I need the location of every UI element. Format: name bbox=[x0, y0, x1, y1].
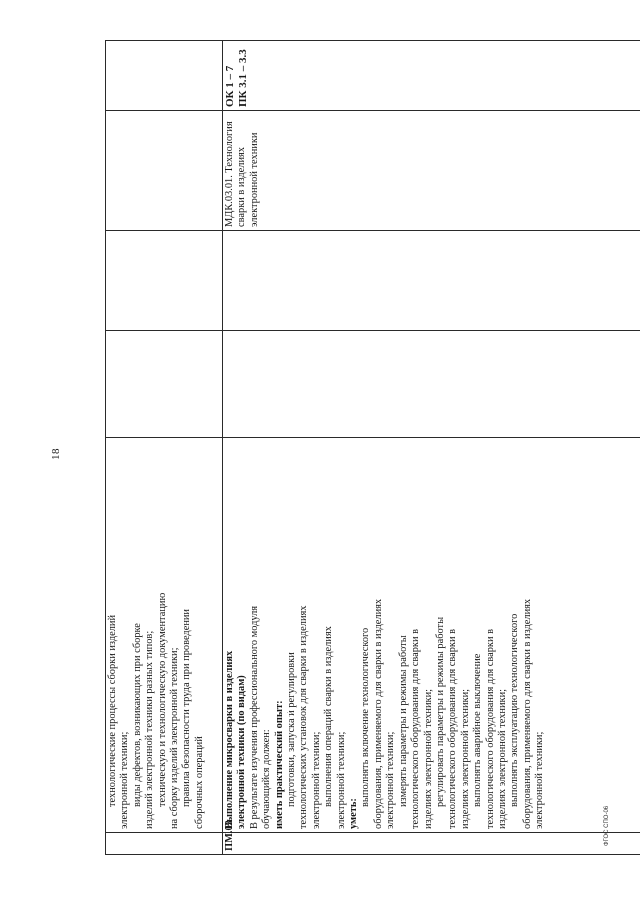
text-line: обучающийся должен: bbox=[261, 729, 273, 829]
text-line: на сборку изделий электронной техники; bbox=[169, 647, 181, 829]
code-cell bbox=[106, 833, 223, 855]
text-line: виды дефектов, возникающих при сборке bbox=[131, 623, 143, 807]
text-line: уметь: bbox=[348, 798, 360, 829]
text-line: регулировать параметры и режимы работы bbox=[434, 616, 446, 807]
text-line: электронной техники; bbox=[385, 731, 397, 829]
text-line: измерять параметры и режимы работы bbox=[397, 635, 409, 807]
text-line: выполнения операций сварки в изделиях bbox=[323, 626, 335, 807]
text-line: электронной техники (по видам) bbox=[236, 675, 248, 829]
standards-table bbox=[105, 40, 640, 855]
text-line: технологические процессы сборки изделий bbox=[107, 614, 118, 807]
text-line: изделиях электронной техники; bbox=[459, 688, 471, 829]
text-line: технологического оборудования для сварки в bbox=[484, 628, 496, 829]
content-cell bbox=[106, 438, 223, 833]
rotated-table-wrapper bbox=[105, 41, 640, 855]
text-line: оборудования, применяемого для сварки в изделиях bbox=[521, 598, 533, 829]
content-cell bbox=[223, 438, 640, 833]
text-line: выполнять включение технологического bbox=[360, 627, 372, 807]
discipline-line: МДК.03.01. Технология bbox=[224, 121, 235, 227]
text-line: технологических установок для сварки в изделиях bbox=[298, 605, 310, 829]
module-code-cell: ПМ.03 bbox=[223, 833, 640, 855]
discipline-line: электронной техники bbox=[248, 132, 260, 227]
empty-cell bbox=[106, 331, 223, 438]
text-line: технологического оборудования для сварки в bbox=[410, 628, 422, 829]
text-line: электронной техники; bbox=[335, 731, 347, 829]
text-line: изделий электронной техники разных типов; bbox=[144, 630, 156, 829]
text-line: иметь практический опыт: bbox=[273, 700, 285, 829]
page-number: 18 bbox=[50, 448, 62, 460]
text-line: Выполнение микросварки в изделиях bbox=[224, 650, 235, 829]
text-line: В результате изучения профессионального модуля bbox=[248, 605, 260, 829]
empty-cell bbox=[223, 231, 640, 331]
text-line: правила безопасности труда при проведении bbox=[181, 609, 193, 807]
text-line: техническую и технологическую документацию bbox=[156, 592, 168, 807]
text-line: электронной техники; bbox=[534, 731, 546, 829]
text-line: электронной техники; bbox=[119, 731, 131, 829]
empty-cell bbox=[106, 111, 223, 231]
text-line: изделиях электронной техники; bbox=[496, 688, 508, 829]
table-row bbox=[223, 41, 640, 855]
text-line: электронной техники; bbox=[310, 731, 322, 829]
competency-line: ПК 3.1 – 3.3 bbox=[237, 49, 249, 107]
competencies-cell bbox=[223, 41, 640, 111]
text-line: подготовки, запуска и регулировки bbox=[286, 652, 298, 807]
text-line: выполнять эксплуатацию технологического bbox=[509, 613, 521, 807]
empty-cell bbox=[106, 41, 223, 111]
text-line: технологического оборудования для сварки в bbox=[447, 628, 459, 829]
discipline-cell bbox=[223, 111, 640, 231]
text-line: оборудования, применяемого для сварки в изделиях bbox=[372, 598, 384, 829]
footer-code: ФГОС СПО-06 bbox=[604, 805, 610, 846]
discipline-line: сварки в изделиях bbox=[236, 147, 248, 227]
text-line: изделиях электронной техники; bbox=[422, 688, 434, 829]
competency-line: ОК 1 – 7 bbox=[224, 65, 236, 107]
text-line: выполнять аварийное выключение bbox=[472, 653, 484, 807]
empty-cell bbox=[106, 231, 223, 331]
text-line: сборочных операций bbox=[193, 736, 205, 829]
empty-cell bbox=[223, 331, 640, 438]
table-row bbox=[106, 41, 223, 855]
